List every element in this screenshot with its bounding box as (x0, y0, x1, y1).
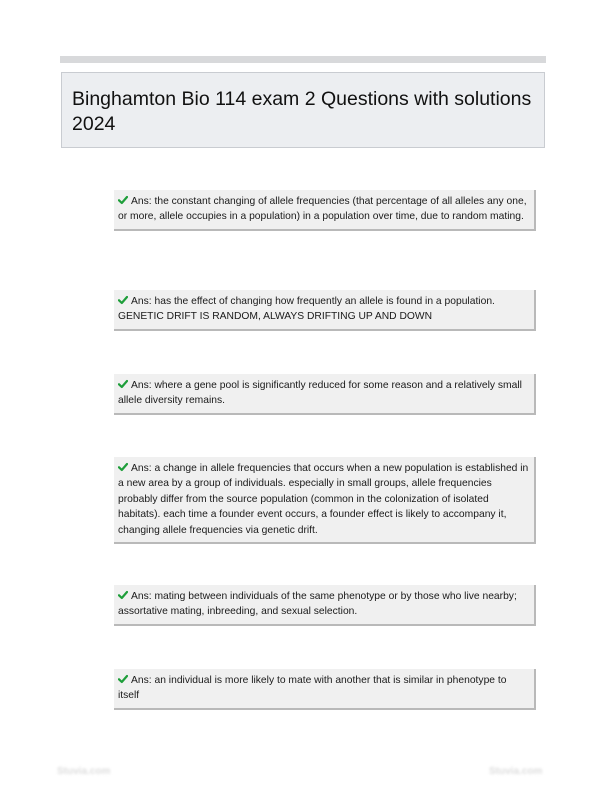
answer-block (114, 669, 536, 710)
answer-text: an individual is more likely to mate with another that is similar in phenotype to itself (118, 675, 507, 702)
answer-text: where a gene pool is significantly reduced for some reason and a relatively small allele diversity remains. (118, 380, 522, 407)
checkmark-icon (118, 462, 128, 472)
answer-prefix: Ans: (131, 463, 152, 474)
footer-watermark-right: Stuvia.com (489, 766, 543, 777)
title-box (61, 72, 545, 148)
answer-text: a change in allele frequencies that occurs when a new population is established in a new area by a group of individuals. especially in small groups, allele frequencies probably differ from the source population (common in the colonization of isolated habitats). each time a founder event occurs, a founder effect is likely to accompany it, changing allele frequencies via genetic drift. (118, 463, 529, 536)
checkmark-icon (118, 295, 128, 305)
answer-prefix: Ans: (131, 380, 152, 391)
answer-prefix: Ans: (131, 591, 152, 602)
checkmark-icon (118, 590, 128, 600)
answer-prefix: Ans: (131, 196, 152, 207)
answer-text: mating between individuals of the same phenotype or by those who live nearby; assortative mating, inbreeding, and sexual selection. (118, 591, 517, 618)
document-title: Binghamton Bio 114 exam 2 Questions with solutions 2024 (72, 88, 532, 135)
answer-text: the constant changing of allele frequencies (that percentage of all alleles any one, or more, allele occupies in a population) in a population over time, due to random mating. (118, 196, 527, 223)
checkmark-icon (118, 379, 128, 389)
checkmark-icon (118, 674, 128, 684)
answer-text: has the effect of changing how frequently an allele is found in a population. GENETIC DRIFT IS RANDOM, ALWAYS DRIFTING UP AND DOWN (118, 296, 495, 323)
answer-block (114, 457, 536, 544)
header-rule (60, 56, 546, 63)
answer-block (114, 374, 536, 415)
answer-prefix: Ans: (131, 675, 152, 686)
answer-block (114, 290, 536, 331)
answer-block (114, 190, 536, 231)
footer-watermark-left: Stuvia.com (57, 766, 111, 777)
answer-prefix: Ans: (131, 296, 152, 307)
answer-block (114, 585, 536, 626)
checkmark-icon (118, 195, 128, 205)
